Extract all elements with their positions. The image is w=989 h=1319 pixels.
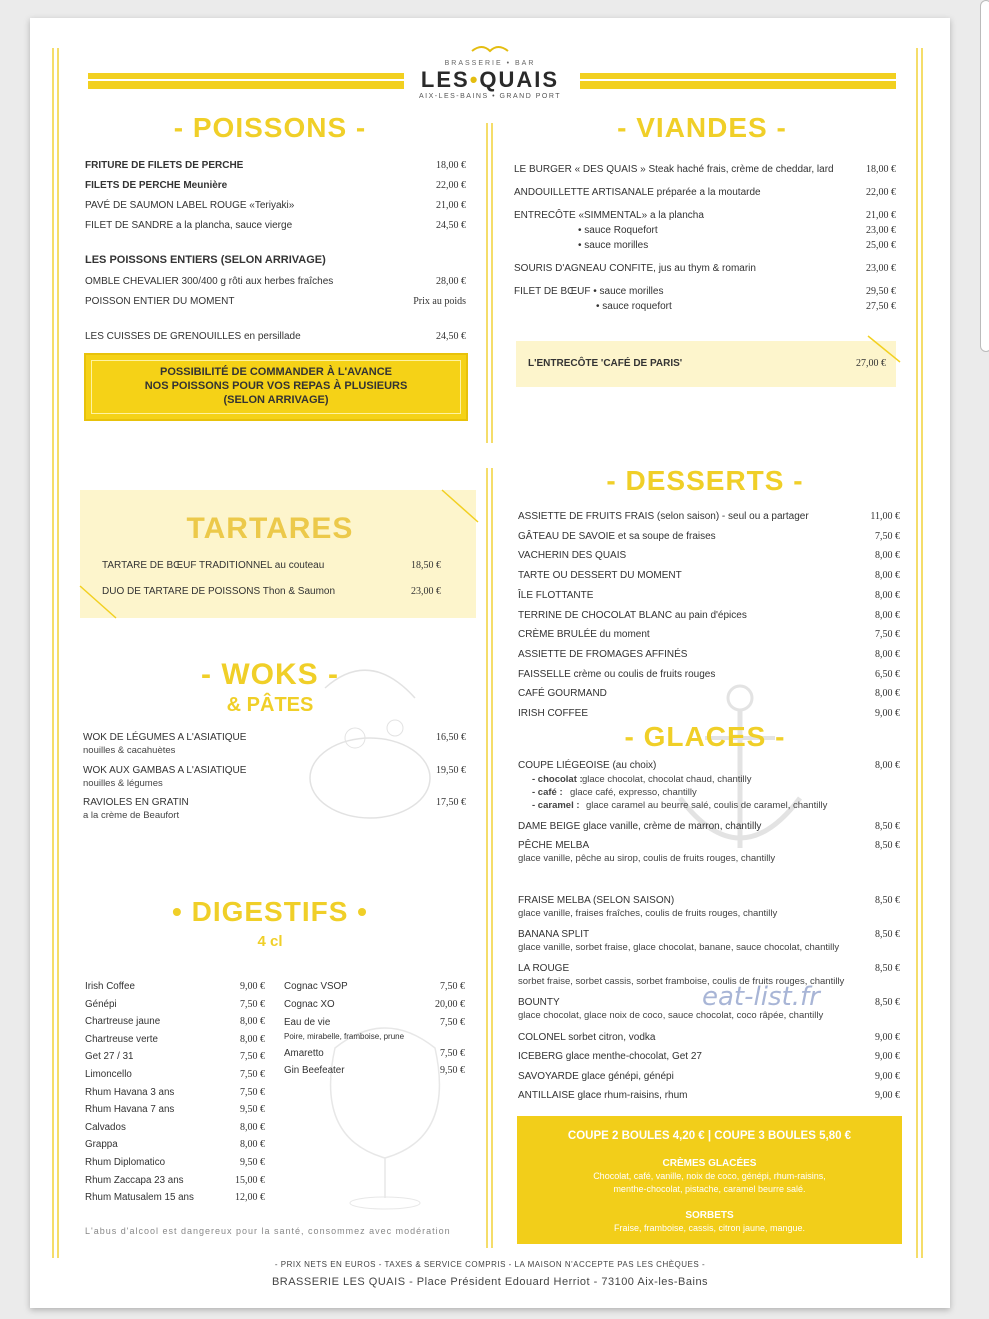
poissons-item-name: FILET DE SANDRE a la plancha, sauce vierge bbox=[85, 220, 293, 231]
glace-price: 8,50 € bbox=[875, 929, 900, 940]
digestif-price: 9,50 € bbox=[240, 1157, 265, 1168]
viandes-item-name: • sauce Roquefort bbox=[578, 225, 658, 236]
digestif-name: Cognac VSOP bbox=[284, 981, 348, 992]
viandes-item-price: 18,00 € bbox=[866, 164, 896, 175]
poissons-item-price: 18,00 € bbox=[436, 160, 466, 171]
dessert-price: 9,00 € bbox=[875, 708, 900, 719]
liegeoise-option-text: glace café, expresso, chantilly bbox=[570, 787, 697, 798]
liegeoise-option-label: - café : bbox=[532, 787, 563, 798]
left-border-line-2 bbox=[57, 48, 59, 1258]
dessert-name: ÎLE FLOTTANTE bbox=[518, 589, 594, 601]
digestif-name: Grappa bbox=[85, 1139, 118, 1151]
dessert-price: 8,00 € bbox=[875, 550, 900, 562]
tartares-item-name: TARTARE DE BŒUF TRADITIONNEL au couteau bbox=[102, 560, 325, 571]
digestif-name: Chartreuse verte bbox=[85, 1033, 158, 1045]
sorbets-title: SORBETS bbox=[685, 1210, 734, 1221]
viandes-item-name: LE BURGER « DES QUAIS » Steak haché frais, crème de cheddar, lard bbox=[514, 164, 834, 175]
viandes-item-price: 27,50 € bbox=[866, 301, 896, 312]
poissons-entier-price: 28,00 € bbox=[436, 276, 466, 287]
digestif-name: Amaretto bbox=[284, 1048, 324, 1059]
glace-desc: sorbet fraise, sorbet cassis, sorbet framboise, coulis de fruits rouges, chantilly bbox=[518, 976, 845, 987]
dessert-price: 8,00 € bbox=[875, 570, 900, 582]
digestifs-subtitle: 4 cl bbox=[257, 933, 283, 950]
digestif-name: Rhum Havana 3 ans bbox=[85, 1086, 175, 1098]
dessert-price: 6,50 € bbox=[875, 668, 900, 680]
sorbets-list: Fraise, framboise, cassis, citron jaune, mangue. bbox=[613, 1223, 806, 1233]
digestif-price: 7,50 € bbox=[440, 1048, 465, 1059]
logo-name-left: LES bbox=[420, 67, 470, 92]
poissons-item-price: 21,00 € bbox=[436, 200, 466, 211]
viandes-item-price: 23,00 € bbox=[866, 225, 896, 236]
glace-price: 9,00 € bbox=[875, 1032, 900, 1043]
woks-item-price: 17,50 € bbox=[436, 797, 466, 808]
liegeoise-option-label: - chocolat : bbox=[532, 774, 583, 785]
dessert-name: IRISH COFFEE bbox=[518, 708, 589, 719]
dessert-price: 7,50 € bbox=[875, 629, 900, 641]
dessert-name: FAISSELLE crème ou coulis de fruits rouges bbox=[518, 668, 716, 680]
digestif-price: 7,50 € bbox=[240, 1086, 265, 1098]
cremes-glacees-line-1: Chocolat, café, vanille, noix de coco, génépi, rhum-raisins, bbox=[593, 1171, 826, 1181]
logo-dot: • bbox=[469, 67, 480, 92]
glace-price: 8,50 € bbox=[875, 840, 900, 851]
tartares-box bbox=[80, 490, 476, 618]
glace-name: BOUNTY bbox=[518, 997, 560, 1008]
poissons-box-line-2: NOS POISSONS POUR VOS REPAS À PLUSIEURS bbox=[144, 380, 408, 392]
liegeoise-name: COUPE LIÉGEOISE (au choix) bbox=[518, 760, 657, 771]
poissons-item-price: 24,50 € bbox=[436, 220, 466, 231]
poissons-item-name: PAVÉ DE SAUMON LABEL ROUGE «Teriyaki» bbox=[85, 200, 295, 211]
right-border-line bbox=[916, 48, 918, 1258]
digestif-name: Chartreuse jaune bbox=[85, 1016, 161, 1028]
digestif-price: 9,00 € bbox=[240, 981, 265, 992]
poissons-title: - POISSONS - bbox=[173, 112, 367, 143]
woks-item-desc: a la crème de Beaufort bbox=[83, 810, 180, 821]
cremes-glacees-line-2: menthe-chocolat, pistache, caramel beurre salé. bbox=[613, 1184, 806, 1194]
dessert-name: CRÈME BRULÉE du moment bbox=[518, 629, 650, 641]
grenouilles-price: 24,50 € bbox=[436, 331, 466, 342]
dessert-name: ASSIETTE DE FRUITS FRAIS (selon saison) - seul ou a partager bbox=[518, 511, 809, 522]
poissons-item-name: FILETS DE PERCHE Meunière bbox=[85, 180, 228, 191]
woks-item-price: 19,50 € bbox=[436, 765, 466, 776]
woks-item-desc: nouilles & cacahuètes bbox=[83, 745, 176, 756]
dessert-name: CAFÉ GOURMAND bbox=[518, 688, 607, 700]
center-divider-top bbox=[486, 123, 488, 443]
poissons-box-line-1: POSSIBILITÉ DE COMMANDER À L'AVANCE bbox=[160, 366, 392, 378]
viandes-item-name: ANDOUILLETTE ARTISANALE préparée a la moutarde bbox=[514, 187, 761, 198]
poissons-item-name: FRITURE DE FILETS DE PERCHE bbox=[85, 160, 244, 171]
glace-desc: glace vanille, pêche au sirop, coulis de fruits rouges, chantilly bbox=[518, 853, 776, 864]
dessert-price: 8,00 € bbox=[875, 648, 900, 660]
glace-name: LA ROUGE bbox=[518, 963, 570, 974]
footer-terms: - PRIX NETS EN EUROS - TAXES & SERVICE COMPRIS - LA MAISON N'ACCEPTE PAS LES CHÈQUES - bbox=[274, 1260, 706, 1269]
corner-deco-icon bbox=[866, 334, 902, 364]
tartares-item-price: 23,00 € bbox=[411, 586, 441, 597]
digestif-name: Get 27 / 31 bbox=[85, 1051, 134, 1063]
viandes-item-price: 22,00 € bbox=[866, 187, 896, 198]
digestif-price: 8,00 € bbox=[240, 1139, 265, 1151]
digestif-price: 7,50 € bbox=[240, 1051, 265, 1063]
woks-item-name: RAVIOLES EN GRATIN bbox=[83, 797, 189, 808]
glace-price: 9,00 € bbox=[875, 1051, 900, 1062]
left-border-line bbox=[52, 48, 54, 1258]
digestif-name: Génépi bbox=[85, 998, 117, 1010]
liegeoise-option-label: - caramel : bbox=[532, 800, 580, 811]
tartares-title: TARTARES bbox=[186, 512, 354, 545]
poissons-item-price: 22,00 € bbox=[436, 180, 466, 191]
poissons-entier-name: OMBLE CHEVALIER 300/400 g rôti aux herbes fraîches bbox=[85, 276, 334, 287]
right-border-line-2 bbox=[921, 48, 923, 1258]
digestifs-title: • DIGESTIFS • bbox=[172, 896, 368, 927]
header-bar-left bbox=[88, 73, 404, 89]
viandes-item-name: ENTRECÔTE «SIMMENTAL» a la plancha bbox=[514, 210, 704, 221]
center-divider-top-2 bbox=[491, 123, 493, 443]
liegeoise-option-text: glace caramel au beurre salé, coulis de caramel, chantilly bbox=[586, 800, 828, 811]
dessert-name: TARTE OU DESSERT DU MOMENT bbox=[518, 570, 682, 582]
glace-price: 8,50 € bbox=[875, 895, 900, 906]
dessert-name: ASSIETTE DE FROMAGES AFFINÉS bbox=[518, 648, 688, 660]
dessert-price: 8,00 € bbox=[875, 609, 900, 621]
dessert-price: 8,00 € bbox=[875, 589, 900, 601]
entrecote-special-price: 27,00 € bbox=[856, 358, 886, 369]
glace-price: 8,50 € bbox=[875, 821, 900, 832]
digestif-price: 8,00 € bbox=[240, 1121, 265, 1133]
entrecote-special-name: L'ENTRECÔTE 'CAFÉ DE PARIS' bbox=[528, 358, 683, 369]
poissons-entiers-title: LES POISSONS ENTIERS (SELON ARRIVAGE) bbox=[85, 254, 326, 266]
digestif-price: 7,50 € bbox=[440, 1017, 465, 1028]
digestif-price: 9,50 € bbox=[240, 1104, 265, 1116]
dessert-price: 7,50 € bbox=[875, 530, 900, 542]
logo-name-right: QUAIS bbox=[479, 67, 560, 92]
glace-name: ANTILLAISE glace rhum-raisins, rhum bbox=[518, 1090, 688, 1101]
liegeoise-price: 8,00 € bbox=[875, 760, 900, 771]
dessert-name: TERRINE DE CHOCOLAT BLANC au pain d'épices bbox=[518, 609, 747, 621]
viandes-item-price: 25,00 € bbox=[866, 240, 896, 251]
viandes-item-name: • sauce roquefort bbox=[596, 301, 672, 312]
woks-title: - WOKS - bbox=[201, 658, 339, 691]
digestif-name: Rhum Zaccapa 23 ans bbox=[85, 1174, 184, 1186]
glaces-title: - GLACES - bbox=[624, 721, 786, 752]
grenouilles-name: LES CUISSES DE GRENOUILLES en persillade bbox=[85, 331, 301, 342]
glace-name: DAME BEIGE glace vanille, crème de marron, chantilly bbox=[518, 821, 762, 832]
glace-price: 8,50 € bbox=[875, 963, 900, 974]
viandes-item-name: SOURIS D'AGNEAU CONFITE, jus au thym & romarin bbox=[514, 263, 756, 274]
viandes-item-name: FILET DE BŒUF • sauce morilles bbox=[514, 286, 664, 297]
woks-item-price: 16,50 € bbox=[436, 732, 466, 743]
dessert-price: 8,00 € bbox=[875, 688, 900, 700]
footer-address: BRASSERIE LES QUAIS - Place Président Edouard Herriot - 73100 Aix-les-Bains bbox=[271, 1276, 709, 1288]
logo-tagline: BRASSERIE • BAR bbox=[444, 60, 536, 67]
glace-desc: glace vanille, sorbet fraise, glace chocolat, banane, sauce chocolat, chantilly bbox=[518, 942, 840, 953]
cremes-glacees-title: CRÈMES GLACÉES bbox=[662, 1158, 757, 1169]
scroll-tab[interactable] bbox=[980, 0, 989, 352]
glace-desc: glace chocolat, glace noix de coco, sauce chocolat, coco râpée, chantilly bbox=[518, 1010, 824, 1021]
digestif-price: 15,00 € bbox=[235, 1174, 265, 1186]
glace-name: FRAISE MELBA (SELON SAISON) bbox=[518, 895, 675, 906]
digestif-price: 8,00 € bbox=[240, 1033, 265, 1045]
alcohol-warning: L'abus d'alcool est dangereux pour la santé, consommez avec modération bbox=[85, 1226, 451, 1236]
dessert-name: VACHERIN DES QUAIS bbox=[518, 550, 627, 562]
logo-location: AIX-LES-BAINS • GRAND PORT bbox=[418, 93, 562, 100]
dessert-name: GÂTEAU DE SAVOIE et sa soupe de fraises bbox=[518, 530, 716, 542]
glace-price: 9,00 € bbox=[875, 1071, 900, 1082]
digestif-price: 7,50 € bbox=[240, 998, 265, 1010]
digestif-name: Gin Beefeater bbox=[284, 1065, 345, 1076]
woks-item-desc: nouilles & légumes bbox=[83, 778, 163, 789]
menu-page bbox=[30, 18, 950, 1308]
tartares-corner-deco-icon bbox=[440, 488, 480, 524]
glace-price: 9,00 € bbox=[875, 1090, 900, 1101]
dessert-price: 11,00 € bbox=[870, 511, 900, 522]
glace-name: PÊCHE MELBA bbox=[518, 840, 590, 851]
glace-desc: glace vanille, fraises fraîches, coulis de fruits rouges, chantilly bbox=[518, 908, 778, 919]
viandes-item-price: 29,50 € bbox=[866, 286, 896, 297]
watermark-text: eat-list.fr bbox=[702, 982, 820, 1012]
digestif-name: Eau de vie bbox=[284, 1017, 331, 1028]
digestif-price: 8,00 € bbox=[240, 1016, 265, 1028]
digestif-price: 7,50 € bbox=[240, 1069, 265, 1080]
digestif-price: 20,00 € bbox=[435, 999, 465, 1010]
poissons-box-line-3: (SELON ARRIVAGE) bbox=[223, 394, 329, 406]
viandes-title: - VIANDES - bbox=[617, 112, 787, 143]
poissons-entier-price: Prix au poids bbox=[413, 296, 466, 307]
coupes-prices: COUPE 2 BOULES 4,20 € | COUPE 3 BOULES 5,80 € bbox=[567, 1130, 852, 1142]
anchor-illustration-icon bbox=[670, 678, 810, 868]
desserts-title: - DESSERTS - bbox=[606, 465, 804, 496]
digestif-name: Rhum Matusalem 15 ans bbox=[85, 1192, 194, 1204]
woks-item-name: WOK DE LÉGUMES A L'ASIATIQUE bbox=[83, 732, 247, 743]
digestif-name: Limoncello bbox=[85, 1069, 132, 1080]
center-divider-bottom-2 bbox=[491, 468, 493, 1248]
digestif-name: Rhum Havana 7 ans bbox=[85, 1104, 175, 1116]
header-bar-right bbox=[580, 73, 896, 89]
poissons-entier-name: POISSON ENTIER DU MOMENT bbox=[85, 296, 235, 307]
digestif-name: Poire, mirabelle, framboise, prune bbox=[284, 1032, 405, 1041]
digestif-price: 9,50 € bbox=[440, 1065, 465, 1076]
liegeoise-option-text: glace chocolat, chocolat chaud, chantilly bbox=[582, 774, 752, 785]
digestif-price: 12,00 € bbox=[235, 1192, 265, 1204]
logo-bird-icon bbox=[470, 43, 510, 55]
digestif-name: Cognac XO bbox=[284, 999, 335, 1010]
glace-name: BANANA SPLIT bbox=[518, 929, 590, 940]
digestif-name: Calvados bbox=[85, 1121, 126, 1133]
digestif-name: Rhum Diplomatico bbox=[85, 1157, 166, 1168]
brand-logo bbox=[412, 42, 568, 100]
glace-name: SAVOYARDE glace génépi, génépi bbox=[518, 1071, 674, 1082]
viandes-item-price: 23,00 € bbox=[866, 263, 896, 274]
digestif-name: Irish Coffee bbox=[85, 981, 135, 992]
glace-price: 8,50 € bbox=[875, 997, 900, 1008]
tartares-item-name: DUO DE TARTARE DE POISSONS Thon & Saumon bbox=[102, 586, 336, 597]
center-divider-bottom bbox=[486, 468, 488, 1248]
woks-item-name: WOK AUX GAMBAS A L'ASIATIQUE bbox=[83, 765, 247, 776]
glace-name: ICEBERG glace menthe-chocolat, Get 27 bbox=[518, 1051, 702, 1062]
digestif-price: 7,50 € bbox=[440, 981, 465, 992]
woks-subtitle: & PÂTES bbox=[226, 694, 314, 716]
tartares-item-price: 18,50 € bbox=[411, 560, 441, 571]
logo-name bbox=[412, 67, 568, 93]
viandes-item-price: 21,00 € bbox=[866, 210, 896, 221]
glace-name: COLONEL sorbet citron, vodka bbox=[518, 1032, 656, 1043]
viandes-item-name: • sauce morilles bbox=[578, 240, 649, 251]
